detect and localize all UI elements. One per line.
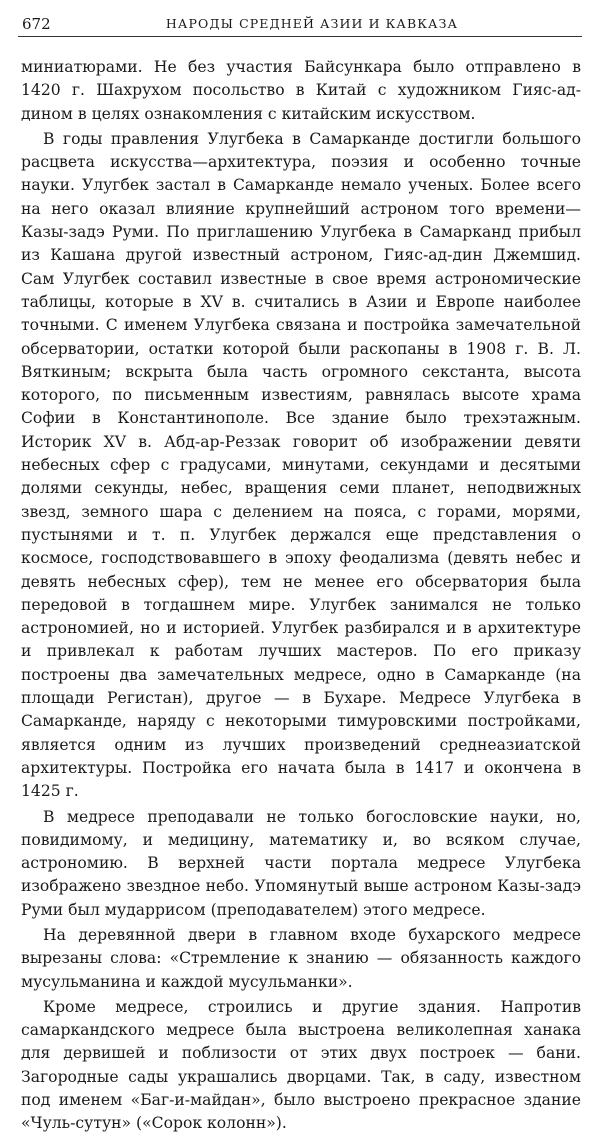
paragraph-other-buildings: Кроме медресе, строились и другие здания. Напротив самаркандского медресе была выстроена великолепная ханака для дервишей и поблизости от этих двух построек — бани. Загородные сады украшались дворцами. Так, в саду, известном под именем «Баг-и-майдан», было выстроено прекрасное здание «Чуль-сутун» («Сорок колонн»).: [21, 997, 581, 1133]
paragraph-ulugbek: В годы правления Улугбека в Самарканде достигли большого расцвета искусства—архитектура, поэзия и особенно точные науки. Улугбек застал в Самарканде немало ученых. Более всего на него оказал влияние крупнейший астроном того времени—Казы-задэ Руми. По приглашению Улугбека в Самарканд прибыл из Кашана другой известный астроном, Гияс-ад-дин Джемшид. Сам Улугбек составил известные в свое время астрономические таблицы, которые в XV в. считались в Азии и Европе наиболее точными. С именем Улугбека связана и постройка замечательной обсерватории, остатки которой были раскопаны в 1908 г. В. Л. Вяткиным; вскрыта была часть огромного секстанта, высота которого, по письменным известиям, равнялась высоте храма Софии в Константинополе. Все здание было трехэтажным. Историк XV в. Абд-ар-Реззак говорит об изображении девяти небесных сфер с градусами, минутами, секундами и десятыми долями секунды, небес, вращения семи планет, неподвижных звезд, земного шара с делением на пояса, с горами, морями, пустынями и т. п. Улугбек держался еще представления о космосе, господствовавшего в эпоху феодализма (девять небес и девять небесных сфер), тем не менее его обсерватория была передовой в тогдашнем мире. Улугбек занимался не только астрономией, но и историей. Улугбек разбирался и в архитектуре и привлекал к работам лучших мастеров. По его приказу построены два замечательных медресе, одно в Самарканде (на площади Регистан), другое — в Бухаре. Медресе Улугбека в Самарканде, наряду с некоторыми тимуровскими постройками, является одним из лучших произведений среднеазиатской архитектуры. Постройка его начата была в 1417 и окончена в 1425 г.: [21, 129, 581, 801]
paragraph-door-inscription: На деревянной двери в главном входе бухарского медресе вырезаны слова: «Стремление к знанию — обязанность каждого мусульманина и каждой мусульманки».: [21, 925, 581, 991]
paragraph-continuation: миниатюрами. Не без участия Байсункара было отправлено в 1420 г. Шахрухом посольство в Китай с художником Гияс-ад-дином в целях ознакомления с китайским искусством.: [21, 58, 581, 123]
page-number: 672: [22, 15, 51, 33]
running-title: НАРОДЫ СРЕДНЕЙ АЗИИ И КАВКАЗА: [165, 16, 459, 31]
body-text: [21, 56, 581, 1136]
page-header: [18, 12, 582, 37]
paragraph-madrasa-teaching: В медресе преподавали не только богословские науки, но, повидимому, и медицину, математику и, во всяком случае, астрономию. В верхней части портала медресе Улугбека изображено звездное небо. Упомянутый выше астроном Казы-задэ Руми был мударрисом (преподавателем) этого медресе.: [21, 807, 581, 919]
